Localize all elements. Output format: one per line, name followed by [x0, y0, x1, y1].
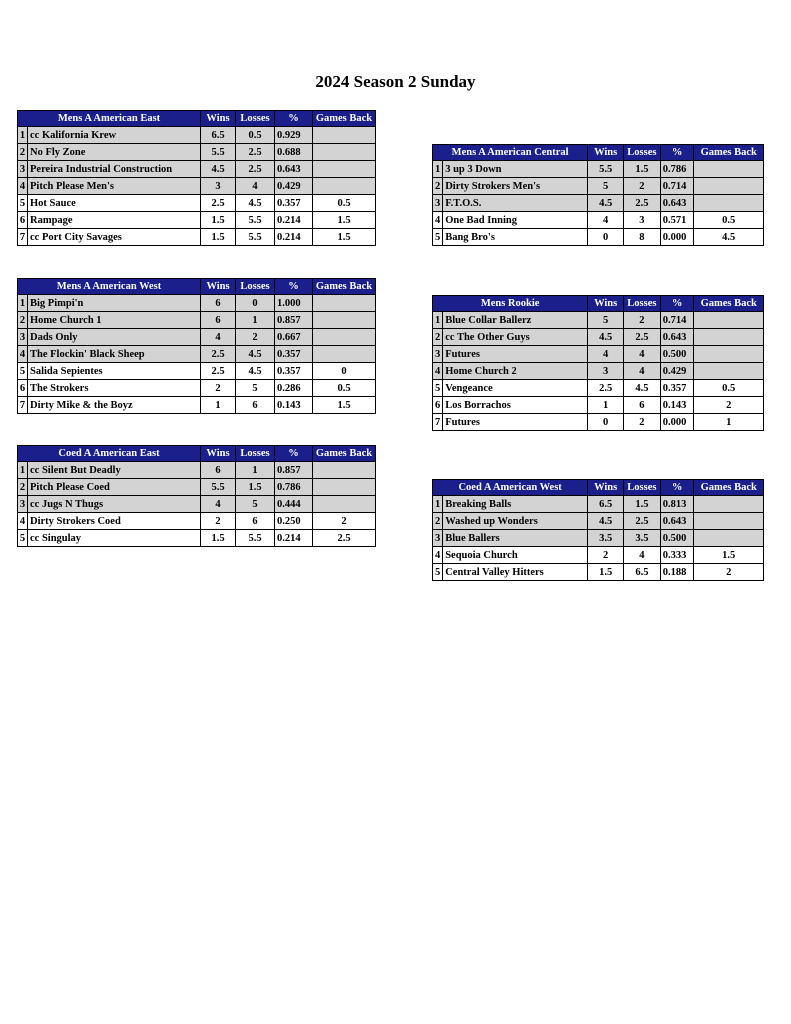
header-row	[433, 480, 764, 496]
rank-cell: 1	[18, 127, 28, 144]
wins-cell: 6.5	[201, 127, 236, 144]
games-back-cell	[313, 329, 376, 346]
losses-cell: 1	[236, 312, 275, 329]
pct-cell: 0.214	[275, 530, 313, 547]
pct-cell: 0.786	[275, 479, 313, 496]
games-back-cell: 1.5	[313, 229, 376, 246]
wins-cell: 1.5	[201, 212, 236, 229]
pct-cell: 0.429	[275, 178, 313, 195]
losses-cell: 5.5	[236, 212, 275, 229]
rank-cell: 1	[18, 295, 28, 312]
games-back-cell: 0.5	[313, 195, 376, 212]
team-name: Breaking Balls	[443, 496, 588, 513]
standings-table-mens-a-american-east	[17, 110, 376, 246]
pct-cell: 0.500	[660, 346, 694, 363]
team-name: Pitch Please Coed	[28, 479, 201, 496]
wins-header: Wins	[588, 296, 624, 312]
team-name: cc Port City Savages	[28, 229, 201, 246]
pct-cell: 0.714	[660, 312, 694, 329]
losses-cell: 6	[236, 513, 275, 530]
rank-cell: 6	[18, 380, 28, 397]
games-back-header: Games Back	[313, 446, 376, 462]
pct-cell: 0.357	[275, 346, 313, 363]
losses-cell: 4.5	[624, 380, 661, 397]
division-header: Mens A American West	[18, 279, 201, 295]
table-row	[433, 414, 764, 431]
standings-table-mens-a-american-west	[17, 278, 376, 414]
rank-cell: 5	[433, 564, 443, 581]
games-back-cell	[313, 127, 376, 144]
games-back-cell: 0.5	[313, 380, 376, 397]
games-back-cell: 1.5	[694, 547, 764, 564]
games-back-cell: 1.5	[313, 212, 376, 229]
losses-cell: 4	[236, 178, 275, 195]
losses-cell: 2.5	[236, 161, 275, 178]
losses-cell: 6.5	[624, 564, 661, 581]
table-row	[18, 479, 376, 496]
wins-header: Wins	[588, 480, 624, 496]
table-row	[18, 363, 376, 380]
pct-cell: 0.643	[275, 161, 313, 178]
team-name: cc The Other Guys	[443, 329, 588, 346]
losses-cell: 4	[624, 547, 661, 564]
losses-cell: 6	[236, 397, 275, 414]
rank-cell: 5	[18, 530, 28, 547]
losses-header: Losses	[236, 279, 275, 295]
pct-cell: 0.188	[660, 564, 694, 581]
header-row	[433, 145, 764, 161]
standings-table-coed-a-american-west	[432, 479, 764, 581]
losses-cell: 3.5	[624, 530, 661, 547]
standings-table-mens-rookie	[432, 295, 764, 431]
table-row	[433, 530, 764, 547]
wins-cell: 2	[588, 547, 624, 564]
losses-header: Losses	[236, 111, 275, 127]
wins-cell: 2.5	[201, 195, 236, 212]
pct-cell: 0.813	[660, 496, 694, 513]
pct-cell: 0.688	[275, 144, 313, 161]
pct-cell: 0.500	[660, 530, 694, 547]
wins-cell: 4	[201, 496, 236, 513]
wins-cell: 2.5	[588, 380, 624, 397]
team-name: Vengeance	[443, 380, 588, 397]
team-name: Dads Only	[28, 329, 201, 346]
header-row	[18, 446, 376, 462]
table-row	[433, 380, 764, 397]
rank-cell: 3	[433, 346, 443, 363]
pct-cell: 0.357	[275, 363, 313, 380]
wins-cell: 4.5	[588, 329, 624, 346]
losses-cell: 5.5	[236, 530, 275, 547]
pct-header: %	[660, 145, 694, 161]
division-header: Mens A American Central	[433, 145, 588, 161]
losses-cell: 2.5	[236, 144, 275, 161]
pct-cell: 0.143	[275, 397, 313, 414]
pct-header: %	[660, 296, 694, 312]
losses-header: Losses	[236, 446, 275, 462]
games-back-cell	[313, 161, 376, 178]
games-back-cell	[694, 178, 764, 195]
division-header: Coed A American East	[18, 446, 201, 462]
games-back-cell: 1	[694, 414, 764, 431]
table-row	[18, 530, 376, 547]
games-back-cell: 2	[694, 397, 764, 414]
wins-cell: 3	[201, 178, 236, 195]
rank-cell: 4	[18, 513, 28, 530]
team-name: Pereira Industrial Construction	[28, 161, 201, 178]
pct-cell: 0.786	[660, 161, 694, 178]
rank-cell: 4	[18, 346, 28, 363]
losses-cell: 3	[624, 212, 661, 229]
games-back-cell	[313, 144, 376, 161]
team-name: cc Jugs N Thugs	[28, 496, 201, 513]
rank-cell: 2	[18, 479, 28, 496]
games-back-cell	[694, 312, 764, 329]
team-name: The Flockin' Black Sheep	[28, 346, 201, 363]
table-row	[433, 346, 764, 363]
rank-cell: 5	[18, 195, 28, 212]
table-row	[18, 380, 376, 397]
table-row	[433, 178, 764, 195]
games-back-cell	[694, 530, 764, 547]
games-back-cell: 0	[313, 363, 376, 380]
rank-cell: 3	[433, 195, 443, 212]
pct-cell: 0.643	[660, 195, 694, 212]
table-row	[433, 329, 764, 346]
pct-cell: 0.357	[275, 195, 313, 212]
header-row	[18, 111, 376, 127]
losses-cell: 5	[236, 380, 275, 397]
wins-cell: 1	[588, 397, 624, 414]
table-row	[433, 312, 764, 329]
games-back-cell	[694, 496, 764, 513]
games-back-cell	[694, 161, 764, 178]
pct-cell: 0.643	[660, 513, 694, 530]
wins-cell: 2.5	[201, 363, 236, 380]
rank-cell: 5	[433, 380, 443, 397]
losses-cell: 2.5	[624, 195, 661, 212]
rank-cell: 4	[433, 363, 443, 380]
pct-cell: 0.357	[660, 380, 694, 397]
wins-cell: 1.5	[201, 530, 236, 547]
team-name: Blue Collar Ballerz	[443, 312, 588, 329]
team-name: One Bad Inning	[443, 212, 588, 229]
pct-cell: 0.143	[660, 397, 694, 414]
losses-header: Losses	[624, 480, 661, 496]
wins-cell: 4	[201, 329, 236, 346]
wins-cell: 2	[201, 513, 236, 530]
table-row	[18, 346, 376, 363]
games-back-cell	[694, 195, 764, 212]
team-name: Los Borrachos	[443, 397, 588, 414]
rank-cell: 3	[18, 496, 28, 513]
team-name: F.T.O.S.	[443, 195, 588, 212]
team-name: Sequoia Church	[443, 547, 588, 564]
wins-cell: 2	[201, 380, 236, 397]
rank-cell: 4	[433, 547, 443, 564]
table-row	[433, 547, 764, 564]
team-name: Dirty Mike & the Boyz	[28, 397, 201, 414]
games-back-cell	[313, 312, 376, 329]
losses-cell: 1.5	[624, 496, 661, 513]
rank-cell: 2	[18, 144, 28, 161]
team-name: cc Singulay	[28, 530, 201, 547]
wins-cell: 6	[201, 295, 236, 312]
wins-cell: 1	[201, 397, 236, 414]
losses-cell: 1.5	[236, 479, 275, 496]
games-back-cell	[694, 513, 764, 530]
pct-cell: 0.444	[275, 496, 313, 513]
wins-cell: 3.5	[588, 530, 624, 547]
wins-header: Wins	[201, 279, 236, 295]
team-name: No Fly Zone	[28, 144, 201, 161]
losses-cell: 2	[624, 312, 661, 329]
standings-table-mens-a-american-central	[432, 144, 764, 246]
games-back-cell	[313, 295, 376, 312]
games-back-header: Games Back	[313, 111, 376, 127]
rank-cell: 3	[18, 161, 28, 178]
wins-cell: 4.5	[588, 195, 624, 212]
table-row	[18, 195, 376, 212]
losses-cell: 6	[624, 397, 661, 414]
losses-cell: 2	[624, 414, 661, 431]
team-name: Central Valley Hitters	[443, 564, 588, 581]
table-row	[18, 295, 376, 312]
games-back-cell	[313, 462, 376, 479]
losses-cell: 2.5	[624, 513, 661, 530]
table-row	[18, 513, 376, 530]
games-back-cell: 2.5	[313, 530, 376, 547]
games-back-header: Games Back	[694, 145, 764, 161]
rank-cell: 3	[18, 329, 28, 346]
table-row	[18, 329, 376, 346]
pct-cell: 0.333	[660, 547, 694, 564]
team-name: Futures	[443, 414, 588, 431]
rank-cell: 2	[433, 178, 443, 195]
page-title: 2024 Season 2 Sunday	[315, 72, 476, 91]
pct-header: %	[275, 279, 313, 295]
games-back-header: Games Back	[694, 296, 764, 312]
wins-cell: 5.5	[201, 144, 236, 161]
rank-cell: 4	[433, 212, 443, 229]
games-back-cell	[313, 346, 376, 363]
games-back-cell	[313, 496, 376, 513]
games-back-cell: 0.5	[694, 380, 764, 397]
rank-cell: 6	[433, 397, 443, 414]
wins-cell: 5.5	[588, 161, 624, 178]
losses-cell: 0.5	[236, 127, 275, 144]
table-row	[433, 496, 764, 513]
table-row	[18, 496, 376, 513]
wins-cell: 1.5	[201, 229, 236, 246]
standings-table-coed-a-american-east	[17, 445, 376, 547]
pct-cell: 0.000	[660, 229, 694, 246]
wins-header: Wins	[588, 145, 624, 161]
table-row	[18, 212, 376, 229]
wins-cell: 4	[588, 346, 624, 363]
pct-header: %	[275, 111, 313, 127]
pct-cell: 0.643	[660, 329, 694, 346]
losses-cell: 2	[236, 329, 275, 346]
wins-cell: 5.5	[201, 479, 236, 496]
rank-cell: 3	[433, 530, 443, 547]
table-row	[433, 397, 764, 414]
games-back-cell: 0.5	[694, 212, 764, 229]
games-back-header: Games Back	[313, 279, 376, 295]
wins-cell: 5	[588, 178, 624, 195]
table-row	[433, 229, 764, 246]
pct-cell: 0.857	[275, 462, 313, 479]
losses-cell: 8	[624, 229, 661, 246]
rank-cell: 1	[433, 496, 443, 513]
losses-cell: 1.5	[624, 161, 661, 178]
table-row	[18, 462, 376, 479]
pct-header: %	[660, 480, 694, 496]
rank-cell: 7	[433, 414, 443, 431]
pct-cell: 0.214	[275, 212, 313, 229]
team-name: Salida Sepientes	[28, 363, 201, 380]
table-row	[18, 397, 376, 414]
wins-cell: 0	[588, 414, 624, 431]
team-name: Hot Sauce	[28, 195, 201, 212]
division-header: Mens Rookie	[433, 296, 588, 312]
wins-cell: 6	[201, 312, 236, 329]
team-name: Futures	[443, 346, 588, 363]
losses-header: Losses	[624, 296, 661, 312]
rank-cell: 2	[433, 329, 443, 346]
table-row	[18, 312, 376, 329]
team-name: Home Church 1	[28, 312, 201, 329]
losses-cell: 5	[236, 496, 275, 513]
losses-cell: 0	[236, 295, 275, 312]
team-name: cc Silent But Deadly	[28, 462, 201, 479]
table-row	[18, 178, 376, 195]
team-name: Big Pimpi'n	[28, 295, 201, 312]
team-name: Blue Ballers	[443, 530, 588, 547]
header-row	[433, 296, 764, 312]
games-back-cell	[694, 363, 764, 380]
rank-cell: 1	[433, 312, 443, 329]
rank-cell: 2	[433, 513, 443, 530]
games-back-cell: 2	[313, 513, 376, 530]
wins-cell: 4.5	[201, 161, 236, 178]
team-name: 3 up 3 Down	[443, 161, 588, 178]
pct-cell: 0.667	[275, 329, 313, 346]
games-back-header: Games Back	[694, 480, 764, 496]
games-back-cell: 2	[694, 564, 764, 581]
wins-cell: 4.5	[588, 513, 624, 530]
rank-cell: 7	[18, 397, 28, 414]
games-back-cell	[694, 329, 764, 346]
rank-cell: 7	[18, 229, 28, 246]
pct-cell: 0.714	[660, 178, 694, 195]
pct-cell: 0.286	[275, 380, 313, 397]
table-row	[433, 363, 764, 380]
losses-cell: 4	[624, 363, 661, 380]
table-row	[18, 127, 376, 144]
pct-cell: 0.929	[275, 127, 313, 144]
wins-cell: 0	[588, 229, 624, 246]
losses-cell: 4.5	[236, 363, 275, 380]
losses-cell: 2.5	[624, 329, 661, 346]
games-back-cell	[694, 346, 764, 363]
rank-cell: 5	[18, 363, 28, 380]
pct-cell: 0.857	[275, 312, 313, 329]
wins-cell: 3	[588, 363, 624, 380]
games-back-cell	[313, 178, 376, 195]
pct-cell: 0.000	[660, 414, 694, 431]
division-header: Mens A American East	[18, 111, 201, 127]
losses-cell: 4.5	[236, 195, 275, 212]
table-row	[18, 144, 376, 161]
division-header: Coed A American West	[433, 480, 588, 496]
team-name: cc Kalifornia Krew	[28, 127, 201, 144]
table-row	[18, 229, 376, 246]
losses-cell: 4.5	[236, 346, 275, 363]
wins-cell: 4	[588, 212, 624, 229]
wins-header: Wins	[201, 446, 236, 462]
pct-header: %	[275, 446, 313, 462]
rank-cell: 6	[18, 212, 28, 229]
rank-cell: 2	[18, 312, 28, 329]
losses-cell: 1	[236, 462, 275, 479]
losses-cell: 2	[624, 178, 661, 195]
table-row	[433, 212, 764, 229]
wins-cell: 6.5	[588, 496, 624, 513]
wins-cell: 6	[201, 462, 236, 479]
table-row	[18, 161, 376, 178]
games-back-cell	[313, 479, 376, 496]
rank-cell: 5	[433, 229, 443, 246]
rank-cell: 4	[18, 178, 28, 195]
rank-cell: 1	[18, 462, 28, 479]
losses-cell: 4	[624, 346, 661, 363]
games-back-cell: 4.5	[694, 229, 764, 246]
games-back-cell: 1.5	[313, 397, 376, 414]
table-row	[433, 564, 764, 581]
pct-cell: 0.250	[275, 513, 313, 530]
wins-cell: 2.5	[201, 346, 236, 363]
table-row	[433, 161, 764, 178]
pct-cell: 0.429	[660, 363, 694, 380]
losses-cell: 5.5	[236, 229, 275, 246]
pct-cell: 1.000	[275, 295, 313, 312]
team-name: Dirty Strokers Men's	[443, 178, 588, 195]
wins-cell: 1.5	[588, 564, 624, 581]
team-name: Pitch Please Men's	[28, 178, 201, 195]
team-name: Home Church 2	[443, 363, 588, 380]
team-name: The Strokers	[28, 380, 201, 397]
team-name: Dirty Strokers Coed	[28, 513, 201, 530]
table-row	[433, 195, 764, 212]
wins-header: Wins	[201, 111, 236, 127]
losses-header: Losses	[624, 145, 661, 161]
pct-cell: 0.214	[275, 229, 313, 246]
team-name: Bang Bro's	[443, 229, 588, 246]
team-name: Washed up Wonders	[443, 513, 588, 530]
team-name: Rampage	[28, 212, 201, 229]
table-row	[433, 513, 764, 530]
rank-cell: 1	[433, 161, 443, 178]
header-row	[18, 279, 376, 295]
pct-cell: 0.571	[660, 212, 694, 229]
wins-cell: 5	[588, 312, 624, 329]
